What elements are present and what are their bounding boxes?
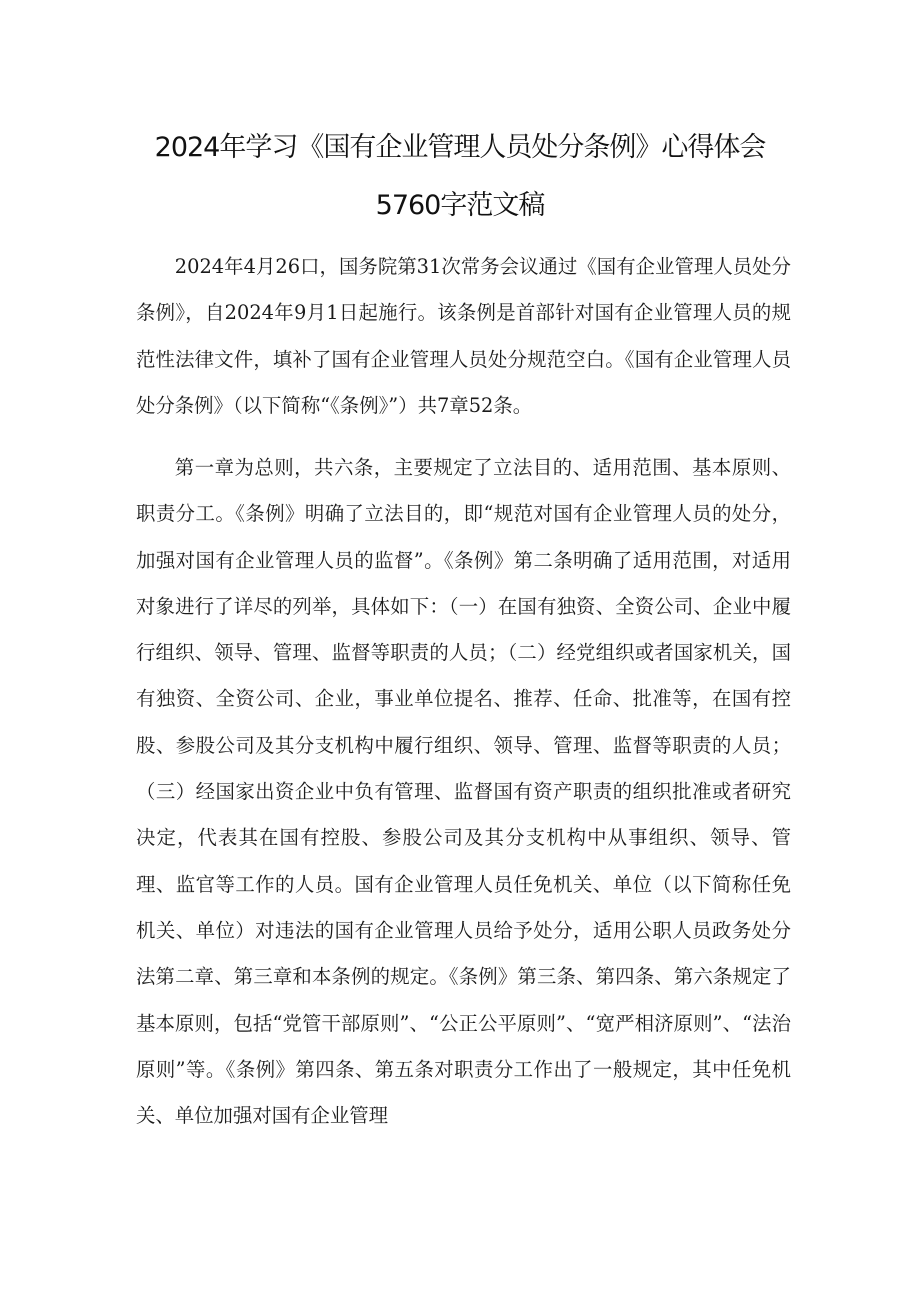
paragraph-2: 第一章为总则，共六条，主要规定了立法目的、适用范围、基本原则、职责分工。《条例》明确了立法目的，即“规范对国有企业管理人员的处分，加强对国有企业管理人员的监督”。《条例》第二条明确了适用范围，对适用对象进行了详尽的列举，具体如下：（一）在国有独资、全资公司、企业中履行组织、领导、管理、监督等职责的人员；（二）经党组织或者国家机关，国有独资、全资公司、企业，事业单位提名、推荐、任命、批准等，在国有控股、参股公司及其分支机构中履行组织、领导、管理、监督等职责的人员；（三）经国家出资企业中负有管理、监督国有资产职责的组织批准或者研究决定，代表其在国有控股、参股公司及其分支机构中从事组织、领导、管理、监官等工作的人员。国有企业管理人员任免机关、单位（以下简称任免机关、单位）对违法的国有企业管理人员给予处分，适用公职人员政务处分法第二章、第三章和本条例的规定。《条例》第三条、第四条、第六条规定了基本原则，包括“党管干部原则”、“公正公平原则”、“宽严相济原则”、“法治原则”等。《条例》第四条、第五条对职责分工作出了一般规定，其中任免机关、单位加强对国有企业管理 (136, 456, 791, 1128)
document-title-line1: 2024年学习《国有企业管理人员处分条例》心得体会 (154, 132, 766, 163)
paragraph-1: 2024年4月26口，国务院第31次常务会议通过《国有企业管理人员处分条例》，自2024年9月1日起施行。该条例是首部针对国有企业管理人员的规范性法律文件，填补了国有企业管理人员处分规范空白。《国有企业管理人员处分条例》（以下简称“《条例》”）共7章52条。 (136, 255, 791, 417)
document-title-line2: 5760字范文稿 (375, 190, 545, 221)
